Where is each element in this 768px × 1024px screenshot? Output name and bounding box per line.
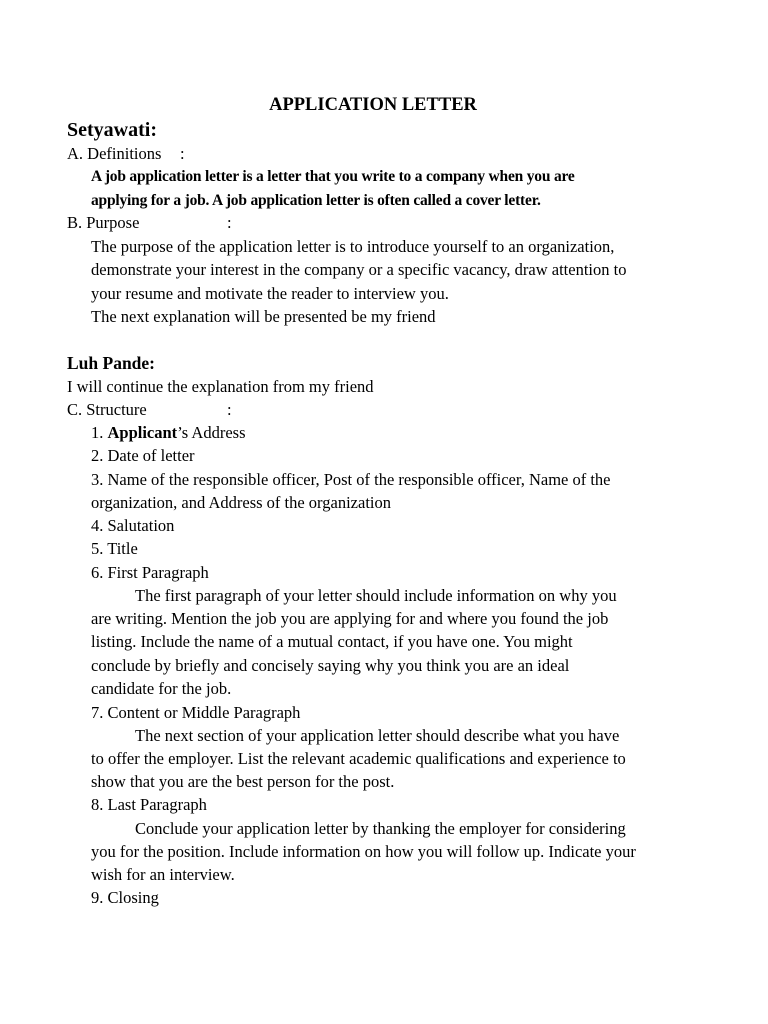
last-paragraph-line: wish for an interview. bbox=[91, 865, 235, 884]
purpose-line: demonstrate your interest in the company or a specific vacancy, draw attention to bbox=[91, 260, 627, 279]
section-b-colon: : bbox=[227, 213, 232, 232]
section-b-heading: B. Purpose bbox=[67, 213, 140, 232]
middle-paragraph-line: to offer the employer. List the relevant academic qualifications and experience to bbox=[91, 749, 626, 768]
section-c-heading: C. Structure bbox=[67, 400, 147, 419]
structure-item-4: 4. Salutation bbox=[91, 516, 175, 535]
speaker-name-luh-pande: Luh Pande: bbox=[67, 353, 156, 373]
structure-item-8: 8. Last Paragraph bbox=[91, 795, 207, 814]
structure-item-1 bbox=[91, 425, 245, 442]
first-paragraph-line: candidate for the job. bbox=[91, 679, 232, 698]
structure-item-5: 5. Title bbox=[91, 539, 138, 558]
definition-line: applying for a job. A job application letter is often called a cover letter. bbox=[91, 192, 541, 209]
structure-item-6: 6. First Paragraph bbox=[91, 563, 209, 582]
speaker-name-setyawati: Setyawati: bbox=[67, 119, 157, 141]
first-paragraph-line: listing. Include the name of a mutual contact, if you have one. You might bbox=[91, 632, 573, 651]
intro-line: I will continue the explanation from my friend bbox=[67, 377, 374, 396]
section-a-heading: A. Definitions bbox=[67, 144, 162, 163]
middle-paragraph-line: The next section of your application letter should describe what you have bbox=[135, 726, 620, 745]
first-paragraph-line: conclude by briefly and concisely saying why you think you are an ideal bbox=[91, 656, 570, 675]
structure-item-9: 9. Closing bbox=[91, 888, 159, 907]
section-a-colon: : bbox=[180, 144, 185, 163]
structure-item-7: 7. Content or Middle Paragraph bbox=[91, 703, 301, 722]
purpose-line: your resume and motivate the reader to interview you. bbox=[91, 284, 449, 303]
first-paragraph-line: The first paragraph of your letter should include information on why you bbox=[135, 586, 617, 605]
structure-item-1-bold: Applicant bbox=[107, 423, 178, 442]
structure-item-3-line: organization, and Address of the organization bbox=[91, 493, 391, 512]
last-paragraph-line: you for the position. Include information on how you will follow up. Indicate your bbox=[91, 842, 636, 861]
definition-line: A job application letter is a letter that you write to a company when you are bbox=[91, 168, 575, 185]
section-c-colon: : bbox=[227, 400, 232, 419]
purpose-line: The next explanation will be presented be my friend bbox=[91, 307, 436, 326]
structure-item-1-number: 1. bbox=[91, 423, 108, 442]
document-title: APPLICATION LETTER bbox=[269, 95, 477, 115]
purpose-line: The purpose of the application letter is to introduce yourself to an organization, bbox=[91, 237, 615, 256]
last-paragraph-line: Conclude your application letter by thanking the employer for considering bbox=[135, 819, 626, 838]
structure-item-1-rest: ’s Address bbox=[177, 423, 246, 442]
structure-item-2: 2. Date of letter bbox=[91, 446, 195, 465]
first-paragraph-line: are writing. Mention the job you are applying for and where you found the job bbox=[91, 609, 609, 628]
middle-paragraph-line: show that you are the best person for the post. bbox=[91, 772, 395, 791]
structure-item-3-line: 3. Name of the responsible officer, Post of the responsible officer, Name of the bbox=[91, 470, 611, 489]
